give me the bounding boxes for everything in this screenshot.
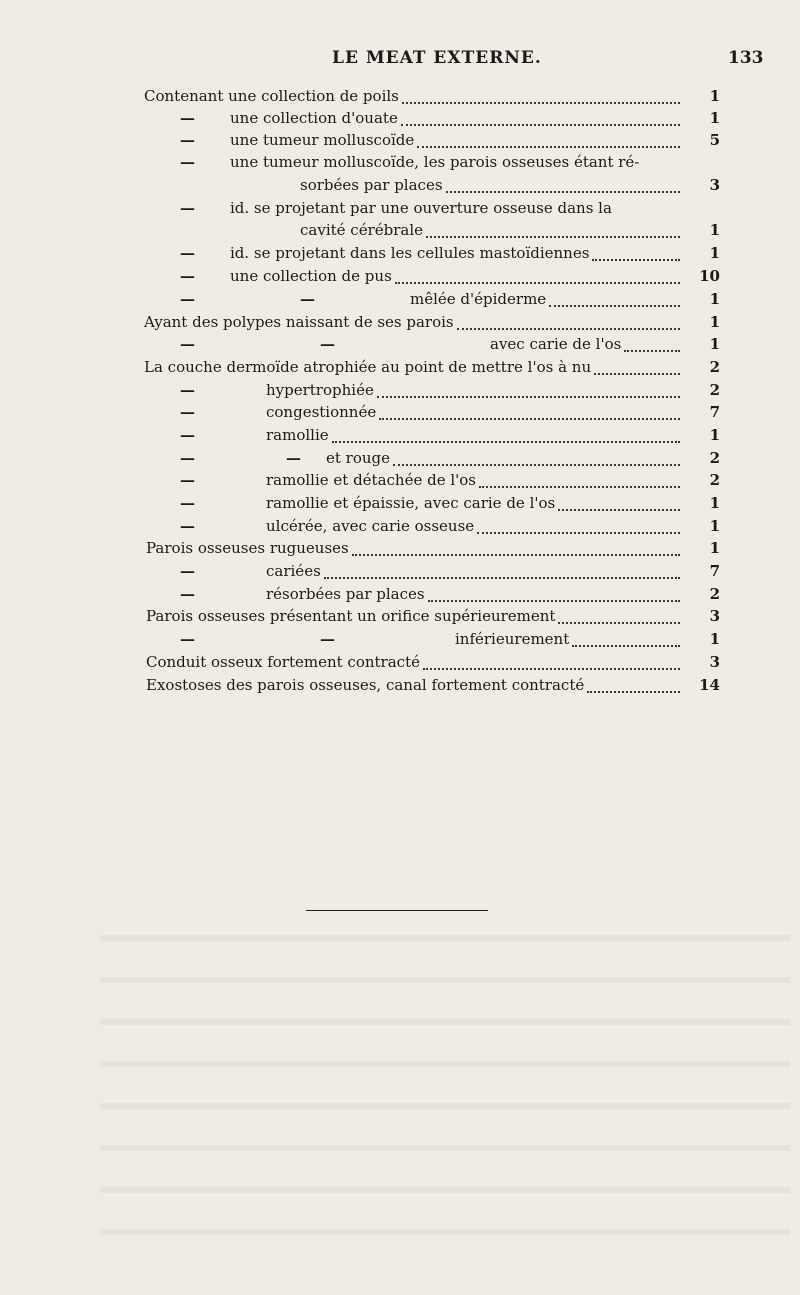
row-label: mêlée d'épiderme bbox=[410, 290, 547, 308]
table-row bbox=[0, 560, 800, 582]
dot-leader bbox=[446, 191, 680, 193]
row-count: 1 bbox=[709, 630, 720, 648]
row-label: une collection d'ouate bbox=[230, 109, 398, 127]
dot-leader bbox=[402, 102, 680, 104]
ditto-dash: — bbox=[180, 403, 195, 421]
row-label: Parois osseuses rugueuses bbox=[146, 539, 349, 557]
row-label: ramollie et épaissie, avec carie de l'os bbox=[266, 494, 556, 512]
row-count: 1 bbox=[709, 290, 720, 308]
row-label: id. se projetant par une ouverture osseuse dans la bbox=[230, 199, 612, 217]
row-label: et rouge bbox=[326, 449, 391, 467]
row-count: 1 bbox=[709, 426, 720, 444]
row-label: Contenant une collection de poils bbox=[144, 87, 399, 105]
table-row bbox=[0, 197, 800, 219]
table-row bbox=[0, 333, 800, 355]
row-label: congestionnée bbox=[266, 403, 377, 421]
ditto-dash: — bbox=[180, 267, 195, 285]
dot-leader bbox=[377, 396, 680, 398]
row-label: cariées bbox=[266, 562, 321, 580]
dot-leader bbox=[324, 577, 680, 579]
ditto-dash: — bbox=[286, 449, 301, 467]
row-label: cavité cérébrale bbox=[300, 221, 424, 239]
row-count: 1 bbox=[709, 335, 720, 353]
row-count: 1 bbox=[709, 221, 720, 239]
table-row bbox=[0, 583, 800, 605]
dot-leader bbox=[587, 691, 680, 693]
dot-leader bbox=[426, 236, 680, 238]
row-label: une tumeur molluscoïde, les parois osseuses étant ré- bbox=[230, 153, 640, 171]
table-row bbox=[0, 242, 800, 264]
row-count: 1 bbox=[709, 244, 720, 262]
table-row bbox=[0, 605, 800, 627]
dot-leader bbox=[457, 328, 680, 330]
ditto-dash: — bbox=[180, 471, 195, 489]
row-count: 7 bbox=[709, 562, 720, 580]
table-row bbox=[0, 447, 800, 469]
row-count: 14 bbox=[699, 676, 720, 694]
ditto-dash: — bbox=[300, 290, 315, 308]
ditto-dash: — bbox=[180, 585, 195, 603]
running-header bbox=[0, 48, 800, 72]
ditto-dash: — bbox=[180, 290, 195, 308]
row-count: 3 bbox=[709, 607, 720, 625]
table-row bbox=[0, 288, 800, 310]
dot-leader bbox=[428, 600, 680, 602]
dot-leader bbox=[423, 668, 680, 670]
row-label: Ayant des polypes naissant de ses parois bbox=[144, 313, 454, 331]
row-label: résorbées par places bbox=[266, 585, 425, 603]
ditto-dash: — bbox=[180, 131, 195, 149]
row-label: id. se projetant dans les cellules mastoïdiennes bbox=[230, 244, 590, 262]
row-count: 1 bbox=[709, 539, 720, 557]
table-row bbox=[0, 469, 800, 491]
table-row bbox=[0, 107, 800, 129]
section-divider bbox=[306, 910, 488, 911]
row-count: 1 bbox=[709, 517, 720, 535]
ditto-dash: — bbox=[180, 494, 195, 512]
row-count: 1 bbox=[709, 494, 720, 512]
table-row bbox=[0, 492, 800, 514]
dot-leader bbox=[332, 441, 680, 443]
ditto-dash: — bbox=[180, 449, 195, 467]
dot-leader bbox=[624, 350, 680, 352]
row-label: Parois osseuses présentant un orifice supérieurement bbox=[146, 607, 556, 625]
row-label: La couche dermoïde atrophiée au point de mettre l'os à nu bbox=[144, 358, 592, 376]
row-label: ramollie bbox=[266, 426, 329, 444]
table-row bbox=[0, 628, 800, 650]
row-count: 5 bbox=[709, 131, 720, 149]
table-row bbox=[0, 174, 800, 196]
row-count: 1 bbox=[709, 313, 720, 331]
table-row bbox=[0, 424, 800, 446]
row-label: Conduit osseux fortement contracté bbox=[146, 653, 420, 671]
table-row bbox=[0, 356, 800, 378]
ditto-dash: — bbox=[180, 562, 195, 580]
dot-leader bbox=[558, 622, 680, 624]
row-count: 2 bbox=[709, 381, 720, 399]
row-count: 1 bbox=[709, 109, 720, 127]
ditto-dash: — bbox=[180, 199, 195, 217]
row-label: ramollie et détachée de l'os bbox=[266, 471, 477, 489]
row-label: ulcérée, avec carie osseuse bbox=[266, 517, 475, 535]
table-row bbox=[0, 401, 800, 423]
table-row bbox=[0, 379, 800, 401]
ditto-dash: — bbox=[320, 335, 335, 353]
dot-leader bbox=[594, 373, 680, 375]
row-count: 2 bbox=[709, 358, 720, 376]
table-row bbox=[0, 651, 800, 673]
row-count: 10 bbox=[699, 267, 720, 285]
row-label: hypertrophiée bbox=[266, 381, 374, 399]
row-label: une tumeur molluscoïde bbox=[230, 131, 415, 149]
ditto-dash: — bbox=[180, 335, 195, 353]
dot-leader bbox=[395, 282, 680, 284]
dot-leader bbox=[417, 146, 680, 148]
dot-leader bbox=[558, 509, 680, 511]
ditto-dash: — bbox=[180, 244, 195, 262]
row-label: inférieurement bbox=[455, 630, 570, 648]
ditto-dash: — bbox=[180, 109, 195, 127]
dot-leader bbox=[352, 554, 680, 556]
row-label: sorbées par places bbox=[300, 176, 443, 194]
ditto-dash: — bbox=[180, 426, 195, 444]
bleed-through-text bbox=[100, 935, 790, 1271]
row-count: 1 bbox=[709, 87, 720, 105]
dot-leader bbox=[572, 645, 680, 647]
row-count: 2 bbox=[709, 585, 720, 603]
dot-leader bbox=[393, 464, 680, 466]
table-row bbox=[0, 219, 800, 241]
ditto-dash: — bbox=[180, 630, 195, 648]
table-row bbox=[0, 515, 800, 537]
table-row bbox=[0, 674, 800, 696]
row-count: 2 bbox=[709, 471, 720, 489]
dot-leader bbox=[477, 532, 680, 534]
ditto-dash: — bbox=[320, 630, 335, 648]
table-row bbox=[0, 311, 800, 333]
dot-leader bbox=[549, 305, 680, 307]
table-row bbox=[0, 265, 800, 287]
ditto-dash: — bbox=[180, 381, 195, 399]
row-count: 3 bbox=[709, 653, 720, 671]
dot-leader bbox=[401, 124, 680, 126]
table-row bbox=[0, 537, 800, 559]
row-count: 3 bbox=[709, 176, 720, 194]
row-label: avec carie de l'os bbox=[490, 335, 622, 353]
dot-leader bbox=[479, 486, 680, 488]
row-count: 2 bbox=[709, 449, 720, 467]
ditto-dash: — bbox=[180, 517, 195, 535]
table-row bbox=[0, 151, 800, 173]
table-row bbox=[0, 85, 800, 107]
page-number: 133 bbox=[728, 48, 764, 68]
row-label: une collection de pus bbox=[230, 267, 392, 285]
dot-leader bbox=[592, 259, 680, 261]
row-count: 7 bbox=[709, 403, 720, 421]
ditto-dash: — bbox=[180, 153, 195, 171]
dot-leader bbox=[379, 418, 680, 420]
table-row bbox=[0, 129, 800, 151]
row-label: Exostoses des parois osseuses, canal fortement contracté bbox=[146, 676, 585, 694]
header-title: LE MEAT EXTERNE. bbox=[332, 48, 542, 68]
